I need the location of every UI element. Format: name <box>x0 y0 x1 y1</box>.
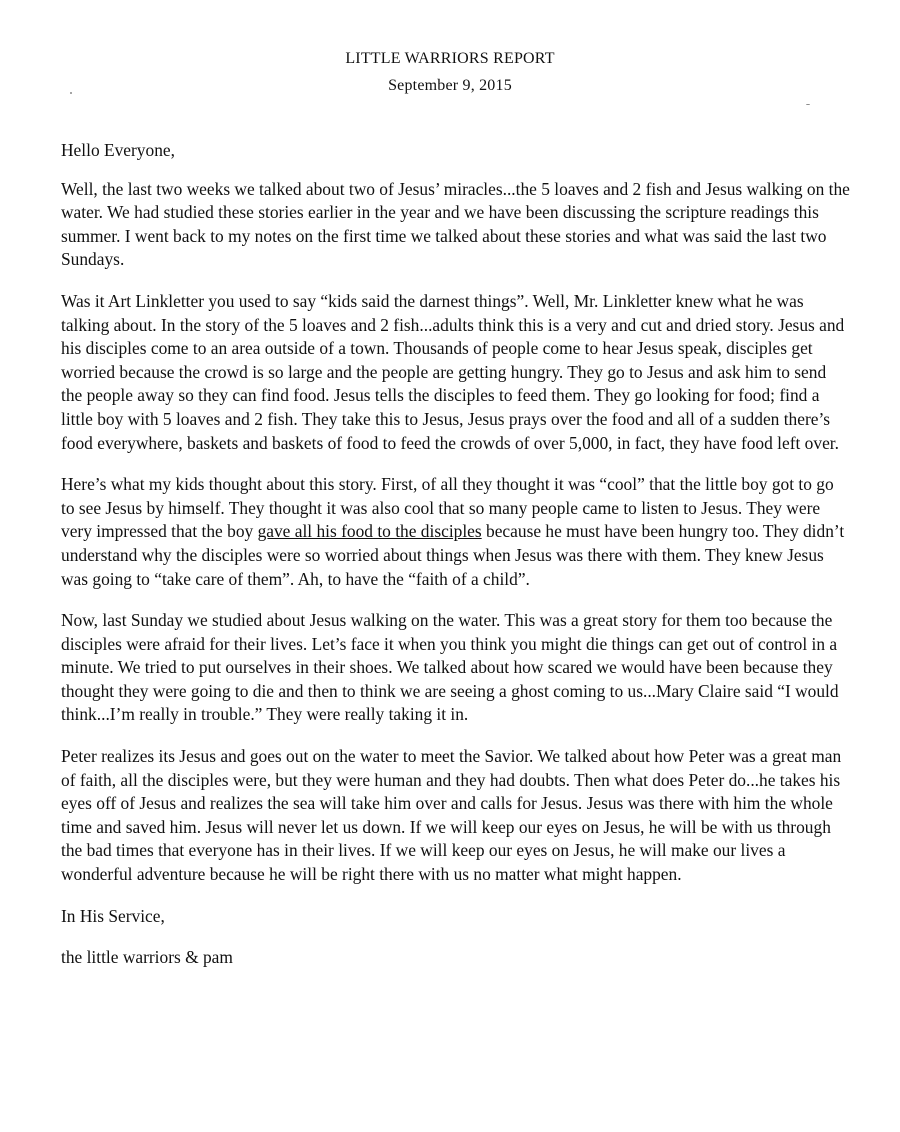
signature: the little warriors & pam <box>61 947 233 968</box>
report-date: September 9, 2015 <box>388 77 512 94</box>
paragraph-text: because he must have been hungry too. They didn’t understand why the disciples were so worried about things when Jesus was there with them. They knew Jesus was going to “take care of them”. Ah, to have the “faith of a child”. <box>61 521 845 589</box>
scan-speck <box>70 92 72 94</box>
paragraph-loaves-and-fish: Was it Art Linkletter you used to say “kids said the darnest things”. Well, Mr. Linkletter knew what he was talking about. In the story of the 5 loaves and 2 fish...adults think this is a very and cut and dried story. Jesus and his disciples come to an area outside of a town. Thousands of people come to hear Jesus speak, disciples get worried because the crowd is so large and the people are getting hungry. They go to Jesus and ask him to send the people away so they can find food. Jesus tells the disciples to feed them. They go looking for food; find a little boy with 5 loaves and 2 fish. They take this to Jesus, Jesus prays over the food and all of a sudden there’s food everywhere, baskets and baskets of food to feed the crowds of over 5,000, in fact, they have food left over. <box>61 290 845 453</box>
paragraph-text: Here’s what my kids thought about this story. First, of all they thought it was “cool” that the little boy got to go to see Jesus by himself. They thought it was also cool that so many people came to listen to Jesus. They were very impressed that the boy <box>61 474 834 542</box>
paragraph-kids-thoughts <box>61 473 851 591</box>
paragraph-miracles: Well, the last two weeks we talked about two of Jesus’ miracles...the 5 loaves and 2 fish and Jesus walking on the water. We had studied these stories earlier in the year and we have been discussing the scripture readings this summer. I went back to my notes on the first time we talked about these stories and what was said the last two Sundays. <box>61 178 850 270</box>
underlined-phrase: gave all his food to the disciples <box>257 521 482 542</box>
paragraph-walking-on-water: Now, last Sunday we studied about Jesus walking on the water. This was a great story for them too because the disciples were afraid for their lives. Let’s face it when you think you might die things can get out of control in a minute. We tried to put ourselves in their shoes. We talked about how scared we would have been because they thought they were going to die and then to think we are seeing a ghost coming to us...Mary Claire said “I would think...I’m really in trouble.” They were really taking it in. <box>61 610 839 725</box>
report-title: LITTLE WARRIORS REPORT <box>345 50 555 67</box>
closing: In His Service, <box>61 905 165 926</box>
greeting: Hello Everyone, <box>61 140 175 160</box>
paragraph-peter: Peter realizes its Jesus and goes out on the water to meet the Savior. We talked about how Peter was a great man of faith, all the disciples were, but they were human and they had doubts. Then what does Peter do...he takes his eyes off of Jesus and realizes the sea will take him over and calls for Jesus. Jesus was there with him the whole time and saved him. Jesus will never let us down. If we will keep our eyes on Jesus, he will be with us through the bad times that everyone has in their lives. If we will keep our eyes on Jesus, he will make our lives a wonderful adventure because he will be right there with us no matter what might happen. <box>61 746 842 885</box>
scan-speck <box>806 104 810 105</box>
letter-body <box>61 139 851 988</box>
